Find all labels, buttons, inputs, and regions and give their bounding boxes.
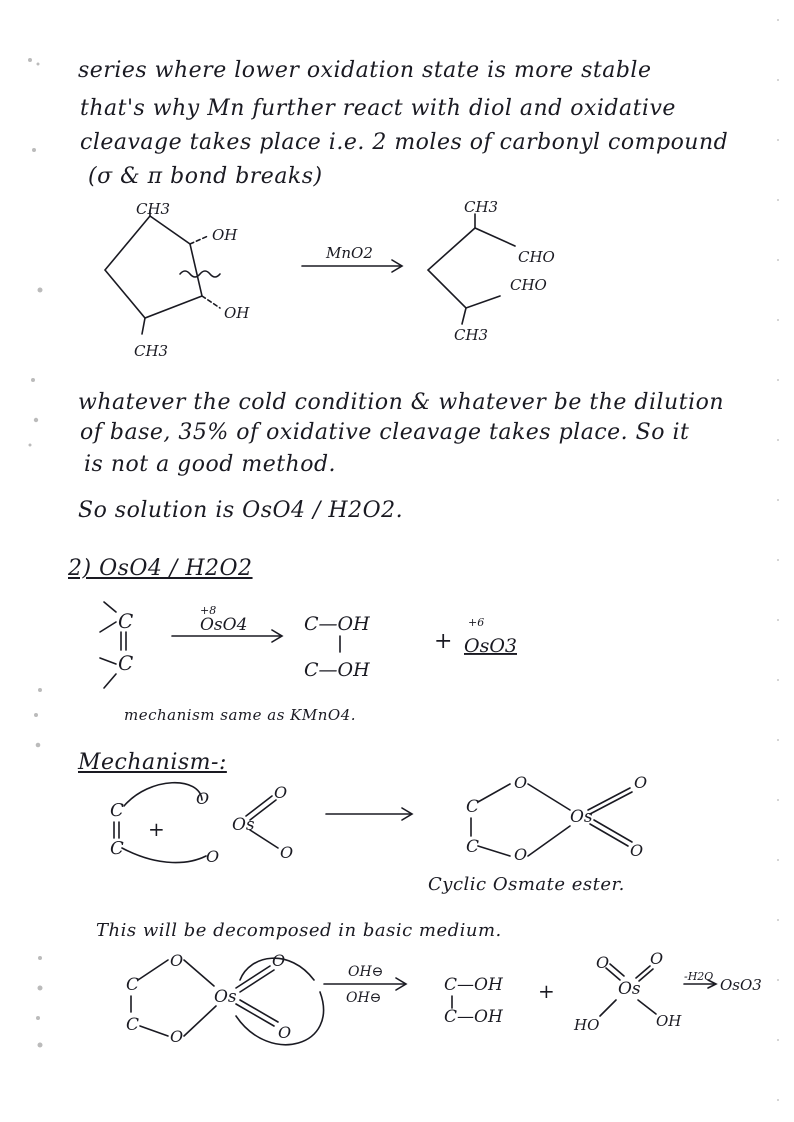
svg-text:OH: OH	[656, 1012, 682, 1030]
decomposition-scheme	[90, 946, 770, 1066]
svg-text:Os: Os	[618, 979, 641, 999]
text-line-2: that's why Mn further react with diol and oxidative	[80, 96, 676, 121]
svg-text:O: O	[170, 1027, 184, 1046]
curved-arrow-2	[122, 848, 206, 863]
svg-text:O: O	[630, 841, 644, 860]
text-line-8: So solution is OsO4 / H2O2.	[78, 498, 404, 523]
svg-text:O: O	[274, 783, 288, 802]
svg-text:O: O	[280, 843, 294, 862]
svg-text:O: O	[272, 951, 286, 970]
product-ch3-bottom: CH3	[454, 326, 489, 344]
svg-text:O: O	[650, 949, 664, 968]
product-ch3-top: CH3	[464, 198, 499, 216]
curved-arrow-1	[124, 783, 202, 806]
final-oso3: OsO3	[720, 976, 762, 994]
ox-state-plus8: +8	[200, 604, 217, 617]
svg-text:O: O	[278, 1023, 292, 1042]
text-line-1: series where lower oxidation state is more stable	[78, 58, 652, 83]
cyclopentane-ring	[105, 216, 202, 318]
svg-text:Os: Os	[214, 987, 237, 1007]
mech-os: Os	[232, 815, 255, 835]
byproduct-oso3: OsO3	[464, 635, 517, 657]
cho-top: CHO	[518, 248, 555, 266]
margin-speckles	[0, 0, 60, 1122]
reagent-oso4: OsO4	[200, 615, 248, 635]
section-heading-2: 2) OsO4 / H2O2	[68, 556, 253, 581]
reagent-oh-top: OH⊖	[348, 964, 384, 980]
alkene-c-top: C	[118, 609, 134, 633]
oso4-reaction-scheme	[90, 592, 550, 692]
ester-os: Os	[570, 807, 593, 827]
svg-text:O: O	[596, 953, 610, 972]
alkene-c-bottom: C	[118, 651, 134, 675]
text-line-3: cleavage takes place i.e. 2 moles of carbonyl compound	[80, 130, 729, 155]
ch3-bottom: CH3	[134, 342, 169, 360]
text-line-6: of base, 35% of oxidative cleavage takes place. So it	[80, 420, 690, 445]
svg-text:O: O	[514, 845, 528, 864]
water-loss: -H2O	[684, 970, 714, 983]
svg-text:O: O	[196, 789, 210, 808]
text-line-4: (σ & π bond breaks)	[88, 164, 323, 189]
diol-cleavage-scheme	[90, 196, 590, 371]
plus-sign-1: +	[434, 629, 453, 654]
text-line-7: is not a good method.	[84, 452, 337, 477]
text-line-5: whatever the cold condition & whatever be the dilution	[78, 390, 725, 415]
svg-text:O: O	[514, 776, 528, 792]
decomposition-text: This will be decomposed in basic medium.	[96, 920, 502, 941]
oh-bottom: OH	[224, 304, 250, 322]
plus-sign-2: +	[538, 979, 555, 1003]
cho-bottom: CHO	[510, 276, 547, 294]
cyclic-ester-label: Cyclic Osmate ester.	[428, 874, 625, 895]
svg-text:O: O	[170, 951, 184, 970]
mech-c-top: C	[110, 800, 124, 821]
mechanism-note: mechanism same as KMnO4.	[124, 706, 357, 724]
decomp-diol-top: C—OH	[444, 975, 503, 995]
ox-state-plus6: +6	[468, 616, 485, 629]
oh-top: OH	[212, 226, 238, 244]
mechanism-heading: Mechanism-:	[78, 750, 227, 775]
product-chain	[428, 228, 515, 308]
svg-text:C: C	[466, 837, 480, 857]
diol-bottom: C—OH	[304, 659, 370, 681]
svg-text:O: O	[206, 847, 220, 866]
bond-break-wavy	[180, 271, 220, 277]
svg-text:C: C	[466, 797, 480, 817]
mech-c-bottom: C	[110, 838, 124, 859]
svg-text:O: O	[634, 776, 648, 792]
reagent-oh-bottom: OH⊖	[346, 990, 382, 1006]
ch3-top: CH3	[136, 200, 171, 218]
reagent-mno2: MnO2	[326, 244, 373, 262]
decomp-diol-bottom: C—OH	[444, 1007, 503, 1027]
svg-text:C: C	[126, 1015, 140, 1035]
svg-text:HO: HO	[574, 1016, 600, 1034]
svg-text:C: C	[126, 975, 140, 995]
mech-plus: +	[148, 817, 165, 841]
diol-top: C—OH	[304, 613, 370, 635]
